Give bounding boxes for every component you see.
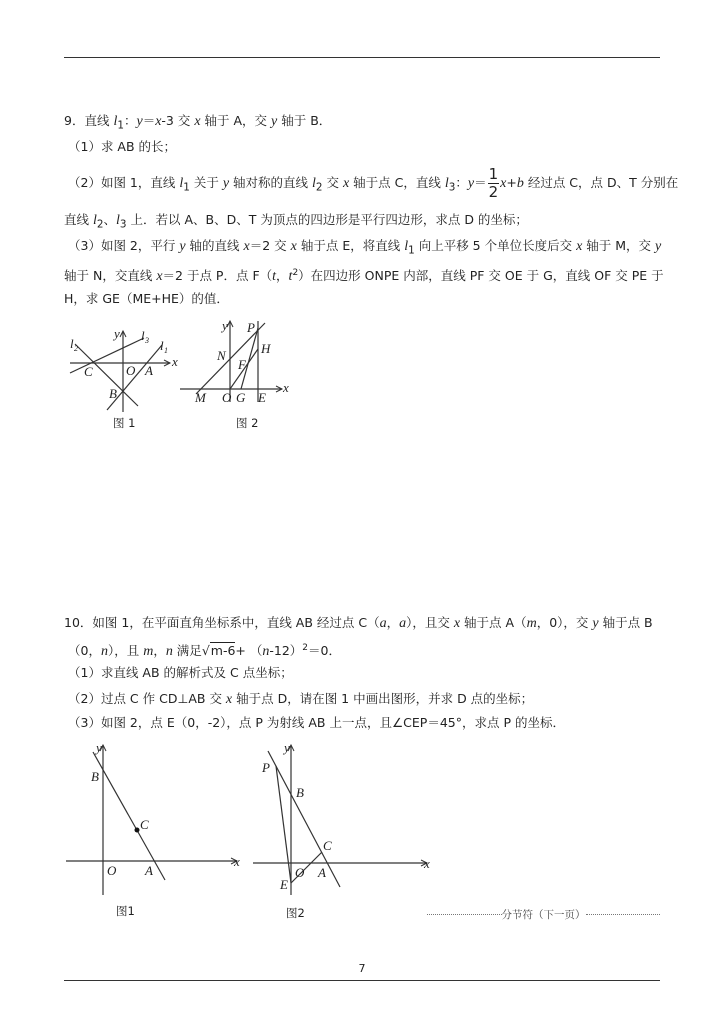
- svg-text:l: l: [160, 338, 164, 353]
- section-break-dots-left: [427, 914, 502, 915]
- q10-part2: （2）过点 C 作 CD⊥AB 交 x 轴于点 D，请在图 1 中画出图形，并求 D 点的坐标；: [68, 691, 534, 707]
- svg-text:O: O: [222, 390, 232, 405]
- svg-text:G: G: [236, 390, 246, 405]
- svg-text:H: H: [261, 341, 271, 356]
- svg-text:B: B: [296, 785, 304, 800]
- svg-text:x: x: [234, 854, 240, 869]
- svg-text:y: y: [96, 740, 102, 755]
- section-break: [427, 907, 660, 922]
- svg-text:图 1: 图 1: [113, 416, 136, 430]
- svg-text:图 2: 图 2: [236, 416, 259, 430]
- q9-part2: （2）如图 1，直线 $l_1$ 关于 y 轴对称的直线 $l_2$ 交 x 轴于点 C，直线 $l_3$：y＝ $\frac{1}{2}$ x+b 经过点 C，点 D、T 分别在: [68, 165, 679, 201]
- svg-text:E: E: [280, 877, 288, 892]
- q10-part3: （3）如图 2，点 E（0，-2），点 P 为射线 AB 上一点，且∠CEP＝45°，求点 P 的坐标．: [68, 715, 565, 730]
- svg-text:C: C: [323, 838, 332, 853]
- svg-text:图2: 图2: [286, 906, 305, 920]
- svg-text:O: O: [126, 363, 136, 378]
- fraction-one-half: $\frac{1}{2}$: [488, 165, 499, 201]
- svg-text:l: l: [70, 336, 74, 351]
- q10-part1: （1）求直线 AB 的解析式及 C 点坐标；: [68, 665, 293, 680]
- svg-text:l: l: [141, 328, 145, 343]
- svg-text:A: A: [145, 363, 153, 378]
- q9-stem: 9．直线 $l_1$：y＝x-3 交 x 轴于 A，交 y 轴于 B．: [64, 113, 332, 132]
- svg-text:E: E: [258, 390, 266, 405]
- svg-text:O: O: [107, 863, 117, 878]
- svg-text:B: B: [91, 769, 99, 784]
- svg-text:O: O: [295, 865, 305, 880]
- svg-text:B: B: [109, 386, 117, 401]
- svg-text:1: 1: [164, 346, 168, 355]
- section-break-label: 分节符（下一页）: [501, 909, 586, 921]
- svg-text:A: A: [318, 865, 326, 880]
- q9-part3-end: H，求 GE（ME+HE）的值．: [64, 291, 229, 306]
- svg-text:图1: 图1: [116, 904, 135, 918]
- svg-text:N: N: [217, 348, 226, 363]
- svg-text:3: 3: [145, 336, 149, 345]
- q9-part2-cont: 直线 $l_2$、$l_3$ 上．若以 A、B、D、T 为顶点的四边形是平行四边形，求点 D 的坐标；: [64, 212, 528, 231]
- q9-part1: （1）求 AB 的长；: [68, 139, 177, 154]
- svg-text:y: y: [114, 326, 120, 341]
- svg-text:y: y: [284, 740, 290, 755]
- q10-figure-1: [66, 740, 240, 918]
- point-c: [135, 828, 140, 833]
- q9-part3-cont: 轴于 N，交直线 x＝2 于点 P．点 F（t，$t^2$）在四边形 ONPE 内部，直线 PF 交 OE 于 G，直线 OF 交 PE 于: [64, 268, 664, 285]
- svg-text:A: A: [145, 863, 153, 878]
- q10-stem-cont: （0，n），且 m，n 满足$√m-6+ (n-12)^2=0$．: [68, 643, 341, 660]
- svg-text:P: P: [262, 760, 270, 775]
- svg-text:x: x: [424, 856, 430, 871]
- page-number: 7: [358, 962, 366, 975]
- q9-part3: （3）如图 2，平行 y 轴的直线 x＝2 交 x 轴于点 E，将直线 $l_1$ 向上平移 5 个单位长度后交 x 轴于 M，交 y: [68, 238, 662, 257]
- q10-stem: 10．如图 1，在平面直角坐标系中，直线 AB 经过点 C（a，a），且交 x 轴于点 A（m，0），交 y 轴于点 B: [64, 615, 653, 631]
- svg-text:C: C: [84, 364, 93, 379]
- svg-text:2: 2: [74, 344, 78, 353]
- svg-text:x: x: [283, 380, 289, 395]
- section-break-dots-right: [586, 914, 661, 915]
- svg-text:F: F: [238, 357, 246, 372]
- svg-text:y: y: [222, 318, 228, 333]
- svg-text:x: x: [172, 354, 178, 369]
- svg-text:C: C: [140, 817, 149, 832]
- svg-text:P: P: [247, 320, 255, 335]
- svg-text:M: M: [195, 390, 206, 405]
- q10-figure-2: [253, 740, 430, 920]
- footer-rule: [64, 980, 660, 981]
